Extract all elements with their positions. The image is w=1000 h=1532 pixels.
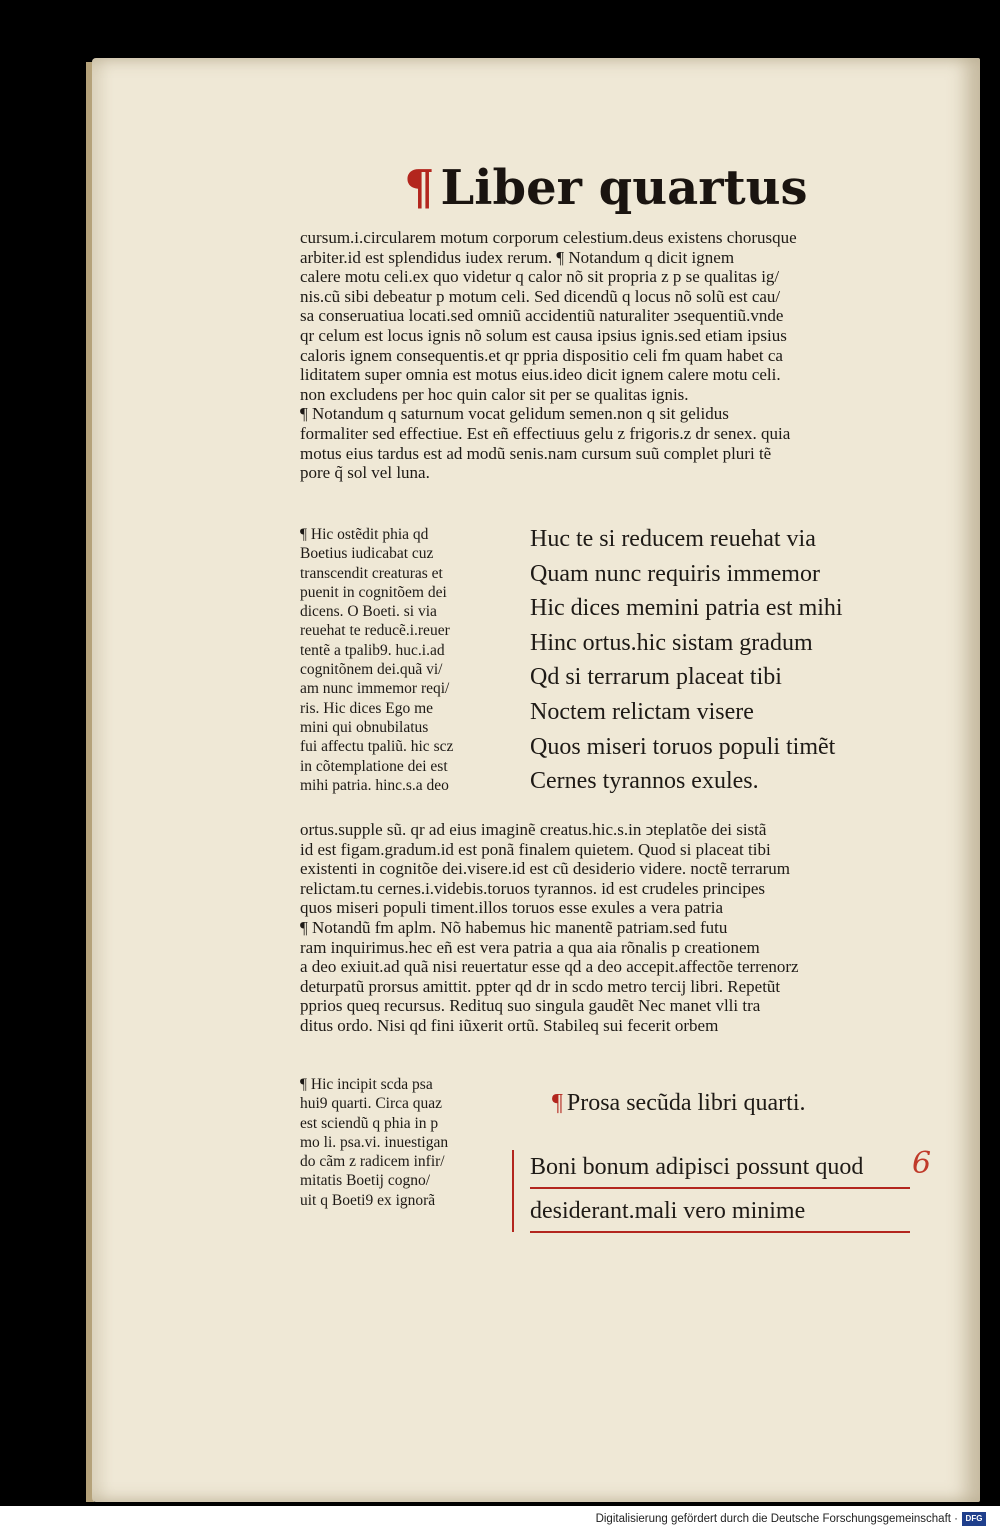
pilcrow-icon: ¶ bbox=[404, 160, 435, 216]
poem-line: Hinc ortus.hic sistam gradum bbox=[530, 629, 813, 656]
prose-title bbox=[552, 1090, 872, 1117]
footer-bar bbox=[0, 1506, 1000, 1532]
gloss-left bbox=[300, 525, 510, 795]
gloss-line: est sciendũ q phia in p bbox=[300, 1114, 439, 1132]
poem-line: Noctem relictam visere bbox=[530, 698, 754, 725]
pilcrow-icon: ¶ bbox=[552, 1090, 563, 1116]
page-heading bbox=[404, 160, 824, 230]
gloss-line: fui affectu tpaliũ. hic scz bbox=[300, 738, 454, 756]
margin-annotation bbox=[912, 1146, 982, 1236]
gloss-line: tentẽ a tpalib9. huc.i.ad bbox=[300, 641, 445, 659]
gloss-line: mitatis Boetij cogno/ bbox=[300, 1172, 431, 1190]
commentary-line: ram inquirimus.hec eñ est vera patria a qua aia rõnalis p creationem bbox=[300, 937, 760, 957]
poem-line: Hic dices memini patria est mihi bbox=[530, 595, 843, 622]
commentary-line: ¶ Notandũ fm aplm. Nõ habemus hic manentẽ patriam.sed futu bbox=[300, 917, 728, 937]
gloss-line: ¶ Hic incipit scda psa bbox=[300, 1076, 433, 1093]
gloss-line: transcendit creaturas et bbox=[300, 564, 443, 582]
red-bracket-mark bbox=[512, 1150, 526, 1232]
metrum-poem bbox=[530, 522, 910, 799]
commentary-line: liditatem super omnia est motus eius.ideo dicit ignem calere motu celi. bbox=[300, 365, 781, 385]
poem-line: Huc te si reducem reuehat via bbox=[530, 526, 816, 552]
commentary-line: ditus ordo. Nisi qd fini iũxerit ortũ. Stabileq sui fecerit orbem bbox=[300, 1015, 719, 1035]
commentary-line: nis.cũ sibi debeatur p motum celi. Sed dicendũ q locus nõ solũ est cau/ bbox=[300, 286, 781, 306]
gloss-line: uit q Boeti9 ex ignorã bbox=[300, 1191, 436, 1209]
poem-line: Qd si terrarum placeat tibi bbox=[530, 664, 782, 691]
commentary-line: ortus.supple sũ. qr ad eius imaginẽ creatus.hic.s.in ↄteplatõe dei sistã bbox=[300, 820, 767, 839]
commentary-line: qr celum est locus ignis nõ solum est causa ipsius ignis.sed etiam ipsius bbox=[300, 325, 787, 345]
commentary-line: caloris ignem consequentis.et qr ppria dispositio celi fm quam habet ca bbox=[300, 345, 783, 365]
commentary-middle bbox=[300, 820, 915, 1036]
gloss-bottom bbox=[300, 1075, 510, 1210]
commentary-line: id est figam.gradum.id est ponã finalem quietem. Quod si placeat tibi bbox=[300, 839, 771, 859]
commentary-line: pprios queq recursus. Redituq suo singula gaudẽt Nec manet vlli tra bbox=[300, 996, 761, 1016]
commentary-line: deturpatũ prorsus amittit. ppter qd dr in scdo metro tercij libri. Repetũt bbox=[300, 976, 781, 996]
gloss-line: reuehat te reducẽ.i.reuer bbox=[300, 622, 450, 640]
gloss-line: in cõtemplatione dei est bbox=[300, 757, 448, 775]
prose-summary bbox=[530, 1145, 920, 1233]
gloss-line: ris. Hic dices Ego me bbox=[300, 699, 434, 717]
margin-number: 6 bbox=[912, 1146, 932, 1181]
gloss-line: mo li. psa.vi. inuestigan bbox=[300, 1133, 449, 1151]
commentary-top bbox=[300, 228, 915, 483]
dfg-logo: DFG bbox=[962, 1512, 986, 1526]
prose-line: Boni bonum adipisci possunt quod bbox=[530, 1145, 910, 1189]
commentary-line: quos miseri populi timent.illos toruos esse exules a vera patria bbox=[300, 898, 724, 918]
commentary-line: ¶ Notandum q saturnum vocat gelidum semen.non q sit gelidus bbox=[300, 404, 729, 424]
commentary-line: motus eius tardus est ad modũ senis.nam cursum suũ complet pluri tẽ bbox=[300, 443, 772, 463]
footer-text: Digitalisierung gefördert durch die Deutsche Forschungsgemeinschaft · bbox=[595, 1513, 958, 1525]
gloss-line: cognitõnem dei.quã vi/ bbox=[300, 661, 443, 679]
commentary-line: sa conseruatiua locati.sed omniũ accidentiũ naturaliter ↄsequentiũ.vnde bbox=[300, 306, 784, 326]
commentary-line: calere motu celi.ex quo videtur q calor nõ sit propria z p se qualitas ig/ bbox=[300, 267, 780, 287]
commentary-line: cursum.i.circularem motum corporum celestium.deus existens chorusque bbox=[300, 228, 797, 247]
heading-text: Liber quartus bbox=[440, 160, 808, 216]
commentary-line: existenti in cognitõe dei.visere.id est cũ desiderio videre. noctẽ terrarum bbox=[300, 859, 790, 879]
commentary-line: relictam.tu cernes.i.videbis.toruos tyrannos. id est crudeles principes bbox=[300, 878, 766, 898]
prose-line: desiderant.mali vero minime bbox=[530, 1189, 910, 1233]
gloss-line: dicens. O Boeti. si via bbox=[300, 603, 437, 621]
commentary-line: pore q̃ sol vel luna. bbox=[300, 463, 430, 483]
gloss-line: do cãm z radicem infir/ bbox=[300, 1153, 445, 1171]
gloss-line: am nunc immemor reqi/ bbox=[300, 680, 450, 698]
commentary-line: a deo exiuit.ad quã nisi reuertatur esse qd a deo accepit.affectõe terrenorz bbox=[300, 957, 799, 977]
gloss-line: mihi patria. hinc.s.a deo bbox=[300, 776, 449, 794]
gloss-line: hui9 quarti. Circa quaz bbox=[300, 1095, 443, 1113]
poem-line: Cernes tyrannos exules. bbox=[530, 768, 759, 795]
gloss-line: ¶ Hic ostẽdit phia qd bbox=[300, 526, 429, 543]
commentary-line: arbiter.id est splendidus iudex rerum. ¶ Notandum q dicit ignem bbox=[300, 247, 735, 267]
gloss-line: puenit in cognitõem dei bbox=[300, 583, 447, 601]
poem-line: Quam nunc requiris immemor bbox=[530, 560, 820, 587]
commentary-line: formaliter sed effectiue. Est eñ effectiuus gelu z frigoris.z dr senex. quia bbox=[300, 423, 791, 443]
gloss-line: Boetius iudicabat cuz bbox=[300, 545, 434, 563]
gloss-line: mini qui obnubilatus bbox=[300, 718, 429, 736]
prose-title-text: Prosa secũda libri quarti. bbox=[566, 1090, 806, 1116]
commentary-line: non excludens per hoc quin calor sit per se qualitas ignis. bbox=[300, 384, 689, 404]
poem-line: Quos miseri toruos populi timẽt bbox=[530, 733, 836, 760]
